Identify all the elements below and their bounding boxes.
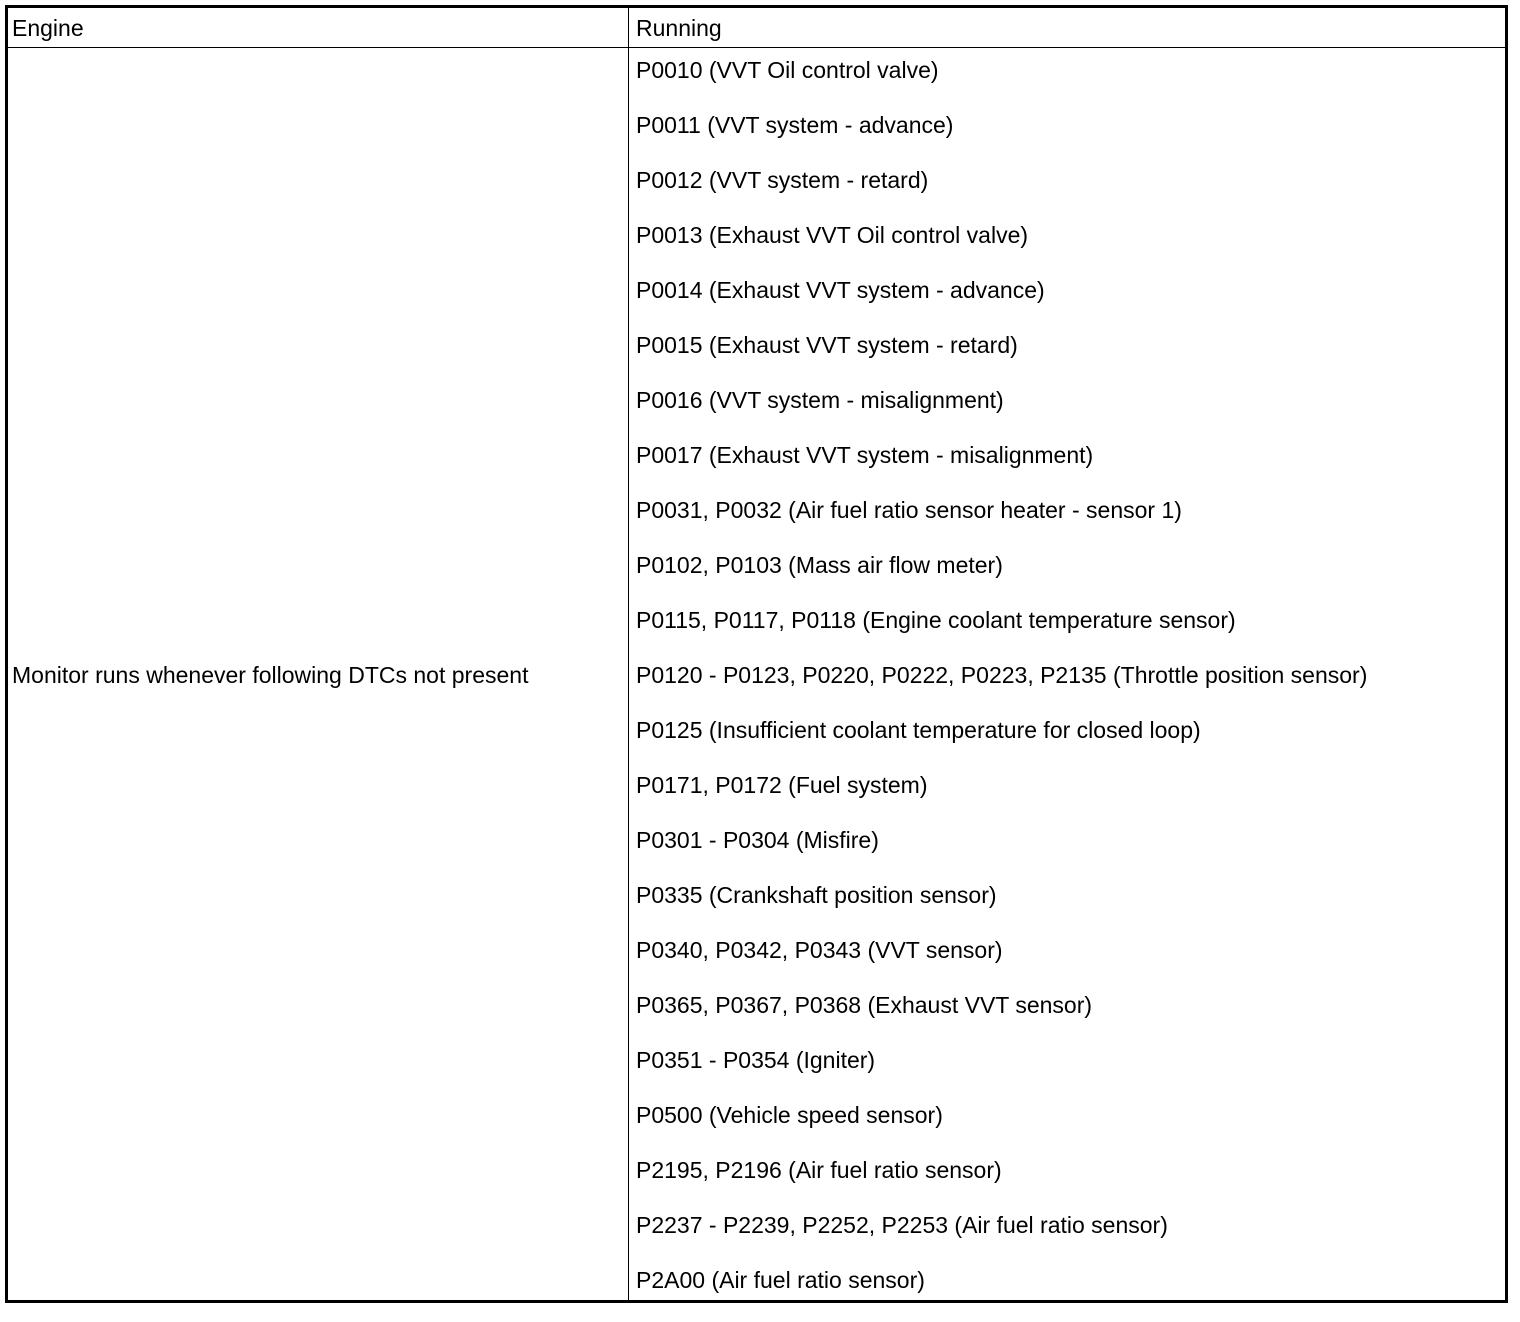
table-header-row (8, 8, 1505, 48)
monitor-condition-text: Monitor runs whenever following DTCs not present (12, 662, 529, 688)
dtc-list-item: P2A00 (Air fuel ratio sensor) (636, 1267, 925, 1293)
dtc-list-item: P2237 - P2239, P2252, P2253 (Air fuel ratio sensor) (636, 1212, 1168, 1238)
dtc-list-item: P0014 (Exhaust VVT system - advance) (636, 277, 1045, 303)
dtc-list-item: P0335 (Crankshaft position sensor) (636, 882, 997, 908)
dtc-list-item: P0016 (VVT system - misalignment) (636, 387, 1004, 413)
dtc-list-item: P0115, P0117, P0118 (Engine coolant temperature sensor) (636, 607, 1236, 633)
dtc-list-item: P0340, P0342, P0343 (VVT sensor) (636, 937, 1003, 963)
dtc-list-item: P0102, P0103 (Mass air flow meter) (636, 552, 1003, 578)
dtc-list-item: P0351 - P0354 (Igniter) (636, 1047, 876, 1073)
dtc-conditions-table (5, 5, 1508, 1303)
dtc-list-item: P0171, P0172 (Fuel system) (636, 772, 928, 798)
dtc-list-item: P0013 (Exhaust VVT Oil control valve) (636, 222, 1029, 248)
dtc-list-item: P0012 (VVT system - retard) (636, 167, 929, 193)
dtc-list-item: P0031, P0032 (Air fuel ratio sensor heater - sensor 1) (636, 497, 1182, 523)
dtc-list (636, 57, 1367, 1322)
dtc-list-item: P0010 (VVT Oil control valve) (636, 57, 939, 83)
header-engine: Engine (12, 15, 84, 41)
dtc-list-item: P0120 - P0123, P0220, P0222, P0223, P2135 (Throttle position sensor) (636, 662, 1368, 688)
dtc-list-item: P0011 (VVT system - advance) (636, 112, 954, 138)
dtc-list-item: P0017 (Exhaust VVT system - misalignment) (636, 442, 1094, 468)
dtc-list-item: P0365, P0367, P0368 (Exhaust VVT sensor) (636, 992, 1093, 1018)
dtc-list-item: P0500 (Vehicle speed sensor) (636, 1102, 943, 1128)
dtc-list-item: P2195, P2196 (Air fuel ratio sensor) (636, 1157, 1002, 1183)
column-divider (628, 8, 629, 1300)
dtc-list-item: P0015 (Exhaust VVT system - retard) (636, 332, 1018, 358)
dtc-list-item: P0301 - P0304 (Misfire) (636, 827, 879, 853)
dtc-list-item: P0125 (Insufficient coolant temperature for closed loop) (636, 717, 1201, 743)
header-running: Running (636, 15, 722, 41)
